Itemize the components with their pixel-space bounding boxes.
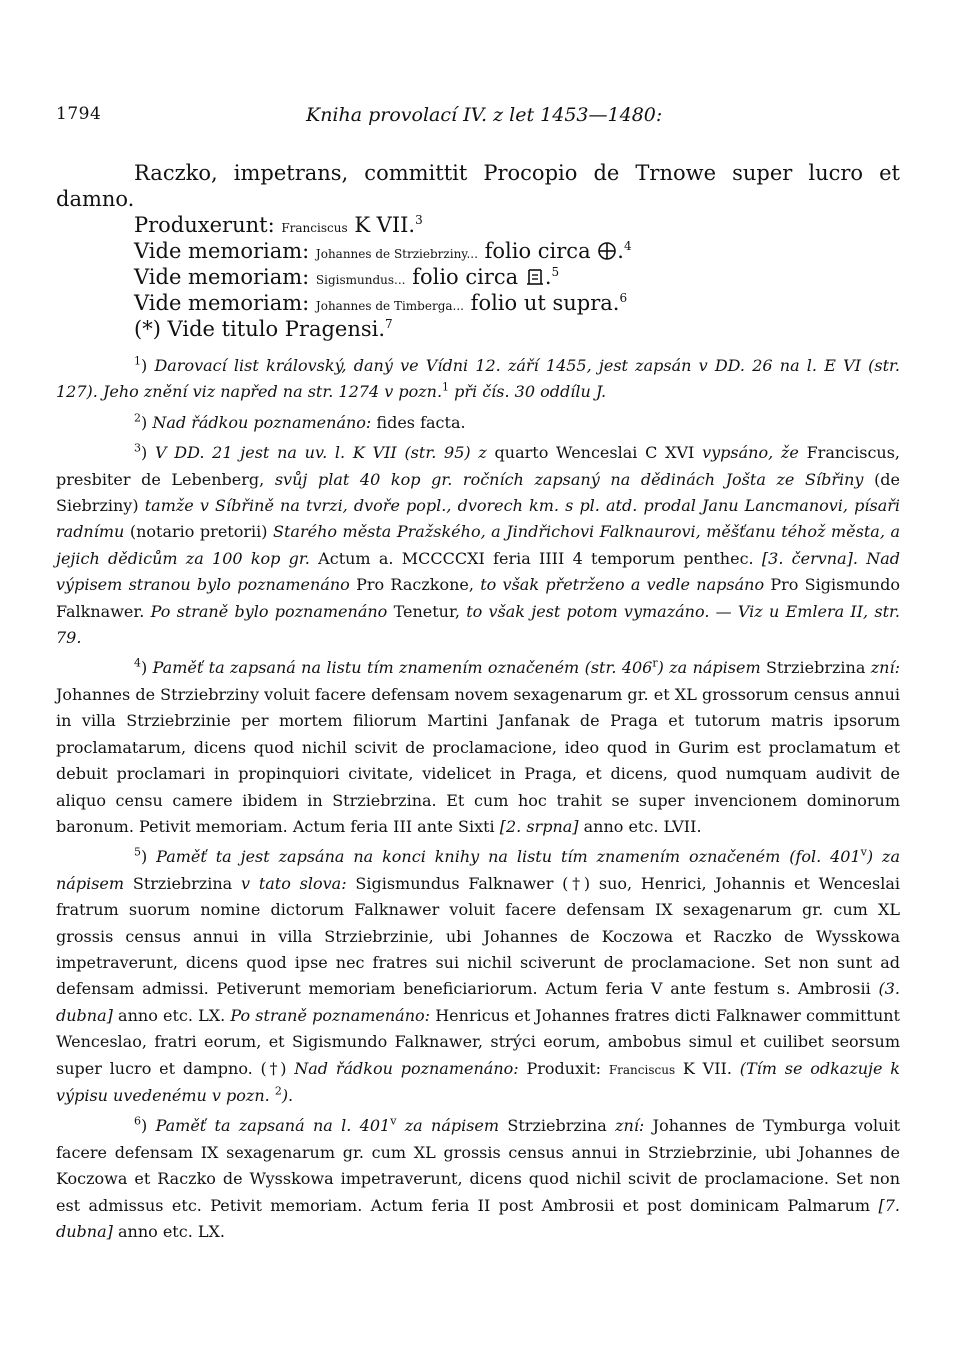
footnote-ref-6: 6 — [619, 291, 628, 305]
footnote-5: $^5$) Paměť ta jest zapsána na konci knihy na listu tím znamením označeném (fol. 401$^v$) za nápisem Strziebrzina v tato slova: Sigismundus Falknawer (†) suo, Henrici, Johannis et Wenceslai fratrum suorum nomine dictorum Falknawer voluit facere defensam IX sexagenarum gr. cum XL grossis census annui in villa Strziebrzinie, ubi Johannes de Koczowa et Raczko de Wysskowa impetraverunt, dicens quod ipse nec fratres sui nichil sciverunt de proclamacione. Set non sunt ad defensam admissi. Petiverunt memoriam beneficiariorum. Actum feria V ante festum s. Ambrosii (3. dubna] anno etc. LX. Po straně poznamenáno: Henricus et Johannes fratres dicti Falknawer committunt Wenceslao, fratri eorum, et Sigismundo Falknawer, strýci eorum, ambobus simul et cuilibet seorsum super lucro et dampno. (†) Nad řádkou poznamenáno: Produxit: Franciscus K VII. (Tím se odkazuje k výpisu uvedenému v pozn. $^2$). — [56, 845, 901, 1105]
footnote-6: $^6$) Paměť ta zapsaná na l. 401$^v$ za nápisem Strziebrzina zní: Johannes de Tymburga voluit facere defensam IX sexagenarum gr. cum XL grossis census annui in Strziebrzinie, ubi Johannes de Koczowa et Raczko de Wysskowa impetraverunt, dicens quod nichil scivit de proclamacione. Set non est admissus etc. Petivit memoriam. Actum feria II post Ambrosii et post dominicam Palmarum [7. dubna] anno etc. LX. — [56, 1115, 901, 1241]
vide-name-3: Johannes de Timberga... — [315, 299, 464, 313]
vide-folio-3: folio ut supra. — [470, 291, 620, 315]
vide-folio-1: folio circa — [484, 239, 591, 263]
vide-name-1: Johannes de Strziebrziny... — [315, 247, 478, 261]
produxerunt-ref: K VII. — [354, 213, 416, 237]
produxerunt-label: Produxerunt: — [134, 213, 275, 237]
main-entry — [56, 160, 900, 342]
footnote-3: $^3$) V DD. 21 jest na uv. l. K VII (str. 95) z quarto Wenceslai C XVI vypsáno, že Franciscus, presbiter de Lebenberg, svůj plat 40 kop gr. ročních zapsaný na dědinách Jošta ze Síbřiny (de Siebrziny) tamže v Síbřině na tvrzi, dvoře popl., dvorech km. s pl. atd. prodal Janu Lancmanovi, písaři radnímu (notario pretorii) Starého města Pražského, a Jindřichovi Falknaurovi, měšťanu téhož města, a jejich dědicům za 100 kop gr. Actum a. MCCCCXI feria IIII 4 temporum penthec. [3. června]. Nad výpisem stranou bylo poznamenáno Pro Raczkone, to však přetrženo a vedle napsáno Pro Sigismundo Falknawer. Po straně bylo poznamenáno Tenetur, to však jest potom vymazáno. — Viz u Emlera II, str. 79. — [56, 441, 901, 648]
vide-titulo-line — [56, 316, 900, 342]
footnote-4: $^4$) Paměť ta zapsaná na listu tím znamením označeném (str. 406$^r$) za nápisem Strziebrzina zní: Johannes de Strziebrziny voluit facere defensam novem sexagenarum gr. et XL grossorum census annui in villa Strziebrzinie per mortem filiorum Martini Janfanak de Praga et tutorum matris ipsorum proclamatarum, dicens quod nichil scivit de proclamacione, ideo quod in Gurim est proclamatum et debuit proclamari in propinquiori civitate, videlicet in Praga, et dicens, quod numquam audivit de aliquo censu camere ibidem in Strziebrzina. Et cum hoc trahit se super invencionem dominorum baronum. Petivit memoriam. Actum feria III ante Sixti [2. srpna] anno etc. LVII. — [56, 657, 900, 836]
vide-label: Vide memoriam: — [134, 239, 310, 263]
vide-titulo: (*) Vide titulo Pragensi. — [134, 317, 386, 341]
vide-line-1: Vide memoriam: Johannes de Strziebrziny... folio circa .$^4$ — [56, 238, 900, 264]
entry-line-1: Raczko, impetrans, committit Procopio de Trnowe super lucro et — [134, 161, 900, 185]
running-title: Kniha provolací IV. z let 1453—1480: — [306, 104, 663, 126]
footnote-1: $^1$) Darovací list královský, daný ve Vídni 12. září 1455, jest zapsán v DD. 26 na l. E VI (str. 127). Jeho znění viz napřed na str. 1274 v pozn.$^1$ při čís. 30 oddílu J. — [56, 354, 901, 402]
vide-label: Vide memoriam: — [134, 291, 310, 315]
vide-folio-2: folio circa — [412, 265, 519, 289]
produxerunt-name: Franciscus — [281, 221, 348, 235]
page-header — [56, 104, 904, 134]
vide-name-2: Sigismundus... — [315, 273, 406, 287]
page-number: 1794 — [56, 104, 102, 124]
vide-line-3 — [56, 290, 900, 316]
footnotes — [56, 353, 900, 1245]
footnote-ref-7: 7 — [385, 317, 393, 331]
produxerunt-line — [56, 212, 900, 238]
vide-line-2: Vide memoriam: Sigismundus... folio circa .$^5$ — [56, 264, 900, 290]
entry-line-2: damno. — [56, 187, 135, 211]
vide-label: Vide memoriam: — [134, 265, 310, 289]
footnote-ref-5: 5 — [551, 265, 560, 279]
footnote-ref-3: 3 — [415, 213, 423, 227]
footnote-ref-4: 4 — [623, 239, 632, 253]
footnote-2: $^2$) Nad řádkou poznamenáno: fides facta. — [134, 411, 466, 432]
